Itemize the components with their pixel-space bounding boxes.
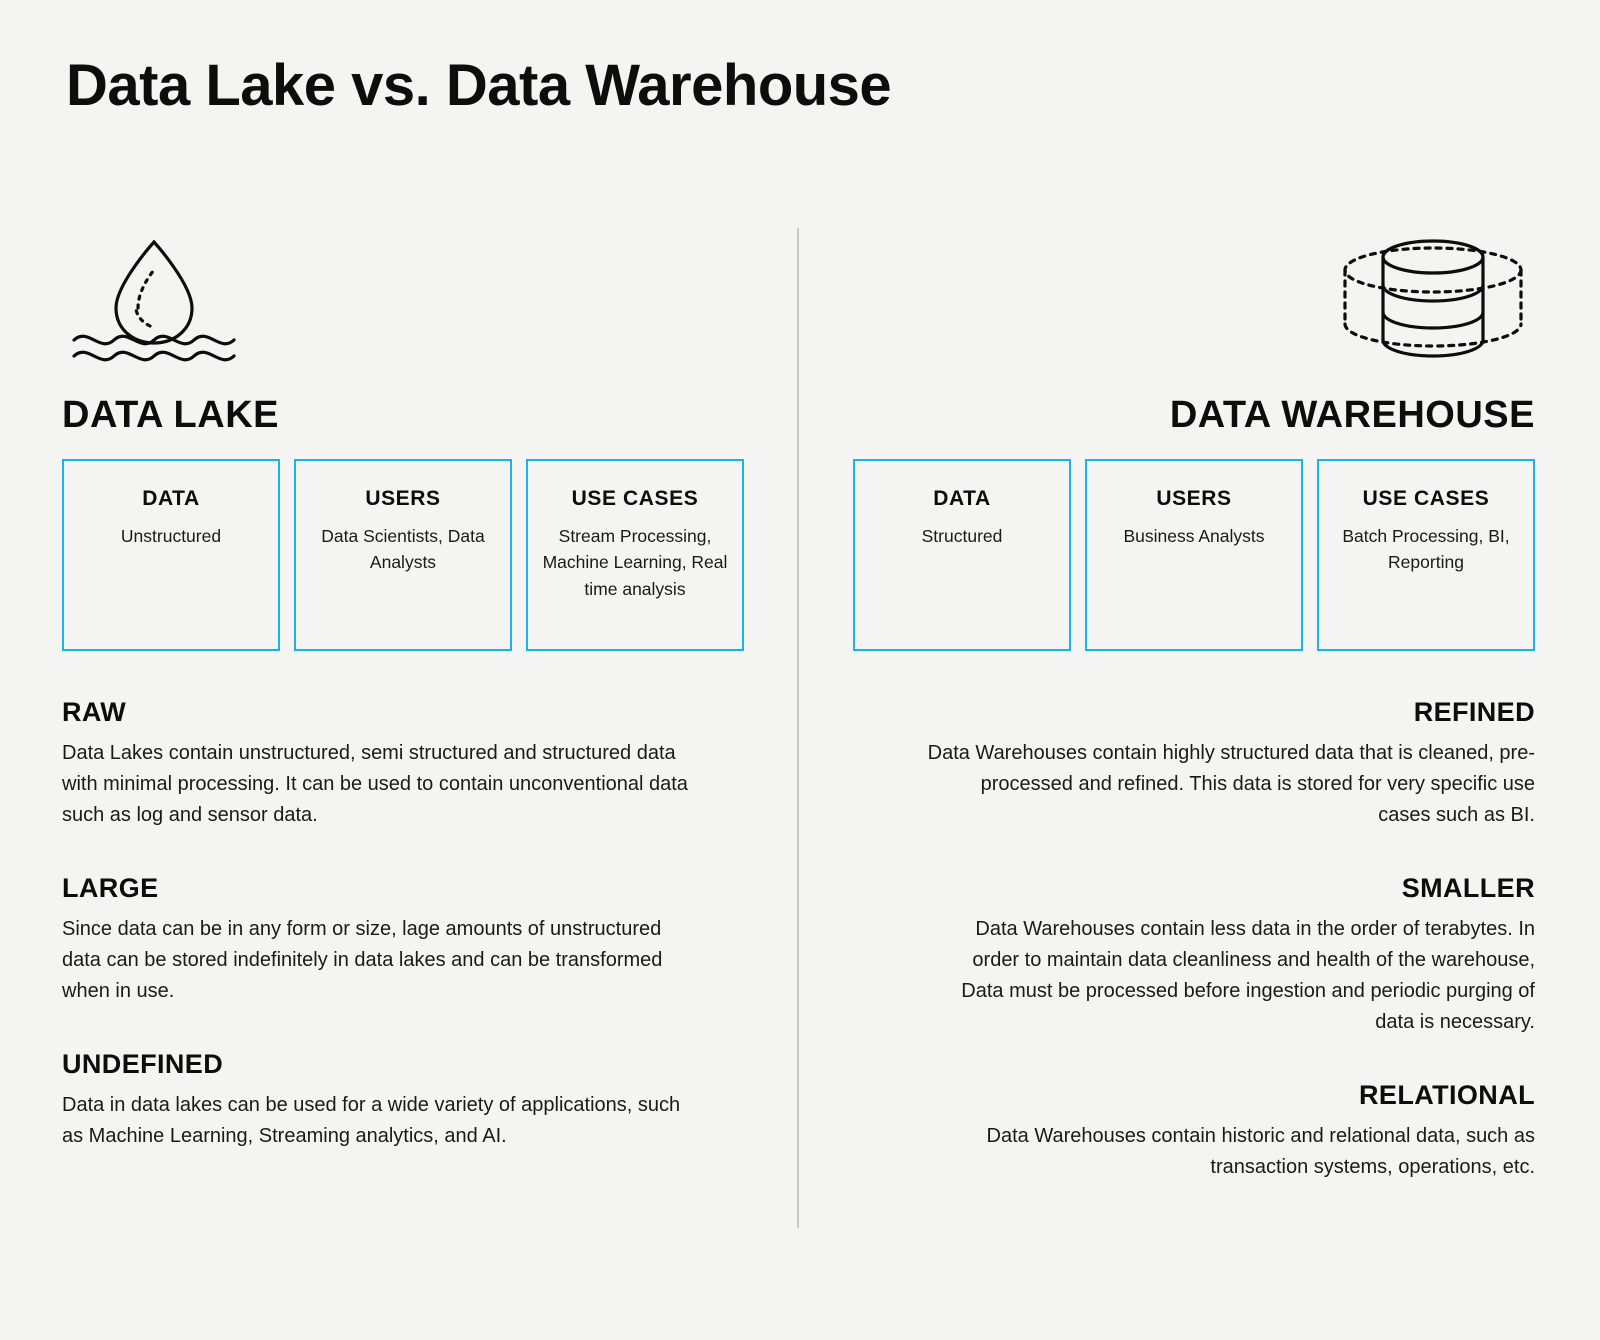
attribute-box-data	[853, 459, 1071, 651]
section-raw	[62, 697, 752, 831]
data-warehouse-sections	[845, 697, 1535, 1183]
attribute-box-body: Batch Processing, BI, Reporting	[1342, 526, 1510, 573]
section-body: Data Lakes contain unstructured, semi structured and structured data with minimal processing. It can be used to contain unconventional data such as log and sensor data.	[62, 742, 688, 826]
section-body: Data Warehouses contain highly structured data that is cleaned, pre-processed and refined. This data is stored for very specific use cases such as BI.	[927, 742, 1535, 826]
section-title: REFINED	[1413, 697, 1535, 727]
section-undefined	[62, 1049, 752, 1152]
page-title: Data Lake vs. Data Warehouse	[66, 53, 892, 118]
attribute-box-title: USE CASES	[1362, 487, 1490, 510]
section-body: Data in data lakes can be used for a wide variety of applications, such as Machine Learning, Streaming analytics, and AI.	[62, 1094, 681, 1147]
section-refined	[845, 697, 1535, 831]
data-lake-heading: DATA LAKE	[62, 394, 279, 436]
section-title: UNDEFINED	[62, 1049, 224, 1079]
attribute-box-title: USERS	[1156, 487, 1232, 510]
section-body: Data Warehouses contain less data in the order of terabytes. In order to maintain data cleanliness and health of the warehouse, Data must be processed before ingestion and periodic purging of data is necessary.	[961, 918, 1535, 1033]
attribute-box-users	[294, 459, 512, 651]
section-body: Since data can be in any form or size, lage amounts of unstructured data can be stored indefinitely in data lakes and can be transformed when in use.	[62, 918, 663, 1002]
section-large	[62, 873, 752, 1007]
section-title: RELATIONAL	[1359, 1080, 1535, 1110]
attribute-box-use-cases	[1317, 459, 1535, 651]
center-divider	[797, 228, 799, 1228]
attribute-box-title: DATA	[933, 487, 991, 510]
attribute-box-title: USE CASES	[571, 487, 699, 510]
attribute-box-body: Unstructured	[120, 526, 222, 546]
database-cylinder-icon	[845, 222, 1535, 372]
data-lake-sections	[62, 697, 752, 1152]
data-warehouse-attribute-boxes	[845, 459, 1535, 651]
attribute-box-users	[1085, 459, 1303, 651]
section-smaller	[845, 873, 1535, 1038]
section-title: SMALLER	[1401, 873, 1535, 903]
attribute-box-data	[62, 459, 280, 651]
data-warehouse-column	[845, 222, 1535, 1183]
data-lake-attribute-boxes	[62, 459, 752, 651]
attribute-box-title: DATA	[142, 487, 200, 510]
data-warehouse-heading: DATA WAREHOUSE	[1169, 394, 1535, 436]
attribute-box-body: Business Analysts	[1123, 526, 1265, 546]
section-body: Data Warehouses contain historic and relational data, such as transaction systems, operations, etc.	[986, 1125, 1535, 1178]
attribute-box-title: USERS	[365, 487, 441, 510]
water-drop-waves-icon	[62, 222, 752, 372]
data-lake-column	[62, 222, 752, 1152]
attribute-box-body: Stream Processing, Machine Learning, Real time analysis	[542, 526, 728, 599]
section-title: RAW	[62, 697, 127, 727]
attribute-box-body: Data Scientists, Data Analysts	[321, 526, 485, 573]
section-relational	[845, 1080, 1535, 1183]
attribute-box-use-cases	[526, 459, 744, 651]
section-title: LARGE	[62, 873, 159, 903]
attribute-box-body: Structured	[921, 526, 1003, 546]
